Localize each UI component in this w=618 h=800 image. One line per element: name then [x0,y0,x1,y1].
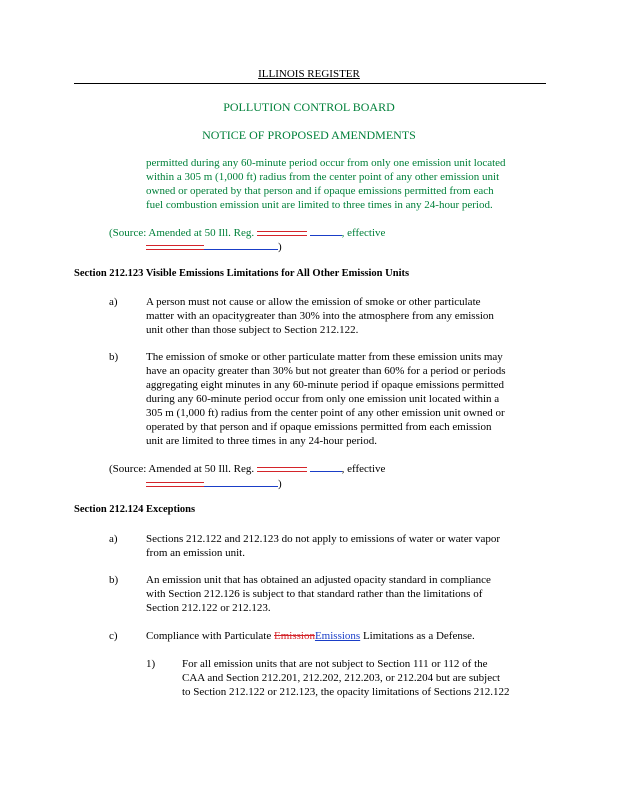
text-line: Sections 212.122 and 212.123 do not apply to emissions of water or water vapor [146,533,501,545]
item-label: a) [109,533,118,545]
text-run: Limitations as a Defense. [360,630,475,642]
text-line: to Section 212.122 or 212.123, the opacity limitations of Sections 212.122 [182,686,510,698]
text-line: A person must not cause or allow the emission of smoke or other particulate [146,296,481,308]
register-title: ILLINOIS REGISTER [258,68,360,80]
text-line: from an emission unit. [146,547,245,559]
section-212-123-a [146,295,566,337]
text-line: fuel combustion emission unit are limited to three times in any 24-hour period. [146,199,493,211]
item-label: b) [109,574,119,586]
text-line: owned or operated by that person and if opaque emissions permitted from each [146,185,494,197]
source-note [109,462,385,476]
section-212-123-b [146,350,566,448]
notice-title: NOTICE OF PROPOSED AMENDMENTS [202,128,416,142]
inserted-text: Emissions [314,630,361,642]
section-212-123-heading: Section 212.123 Visible Emissions Limitations for All Other Emission Units [74,268,410,279]
text-line: operated by that person and if opaque emissions permitted from each emission [146,421,492,433]
text-line: matter with an opacitygreater than 30% into the atmosphere from any emission [146,310,494,322]
text-line: 305 m (1,000 ft) radius from the center point of any other emission unit owned or [146,407,505,419]
deleted-text: Emission [274,630,315,642]
text-line: within a 305 m (1,000 ft) radius from the center point of any other emission unit [146,171,500,183]
source-note-line2 [146,240,282,254]
continuation-paragraph [146,156,566,212]
item-label: b) [109,351,119,363]
deleted-blank [257,467,307,472]
text-line: Section 212.122 or 212.123. [146,602,271,614]
text-line: with Section 212.126 is subject to that standard rather than the limitations of [146,588,483,600]
closing-paren: ) [278,478,282,490]
closing-paren: ) [278,241,282,253]
text-line: unit other than those subject to Section 212.122. [146,324,359,336]
text-run: Compliance with Particulate [146,630,274,642]
text-line: aggregating eight minutes in any 60-minute period if opaque emissions permitted [146,379,505,391]
source-text: (Source: Amended at 50 Ill. Reg. [109,227,255,239]
header-rule [74,83,546,84]
text-line: have an opacity greater than 30% but not greater than 60% for a period or periods [146,365,506,377]
text-line: For all emission units that are not subject to Section 111 or 112 of the [182,658,488,670]
item-label: c) [109,630,118,642]
deleted-blank [257,231,307,236]
section-212-124-c-1 [182,657,562,699]
text-line: unit are limited to three times in any 24-hour period. [146,435,377,447]
deleted-blank [146,482,204,487]
text-line: during any 60-minute period occur from only one emission unit located within a [146,393,500,405]
item-label: 1) [146,658,156,670]
source-note [109,226,385,240]
source-text: (Source: Amended at 50 Ill. Reg. [109,463,255,475]
section-212-124-heading: Section 212.124 Exceptions [74,504,196,515]
effective-text: , effective [341,227,386,239]
section-212-124-b [146,573,566,615]
inserted-blank [204,486,278,487]
deleted-blank [146,245,204,250]
effective-text: , effective [341,463,386,475]
inserted-blank [310,235,342,236]
source-note-line2 [146,477,282,491]
section-212-124-a [146,532,566,560]
inserted-blank [310,471,342,472]
text-line: The emission of smoke or other particulate matter from these emission units may [146,351,503,363]
text-line: An emission unit that has obtained an adjusted opacity standard in compliance [146,574,491,586]
text-line: CAA and Section 212.201, 212.202, 212.203, or 212.204 but are subject [182,672,501,684]
section-212-124-c [146,629,475,643]
text-line: permitted during any 60-minute period occur from only one emission unit located [146,157,506,169]
item-label: a) [109,296,118,308]
board-title: POLLUTION CONTROL BOARD [223,100,395,114]
inserted-blank [204,249,278,250]
